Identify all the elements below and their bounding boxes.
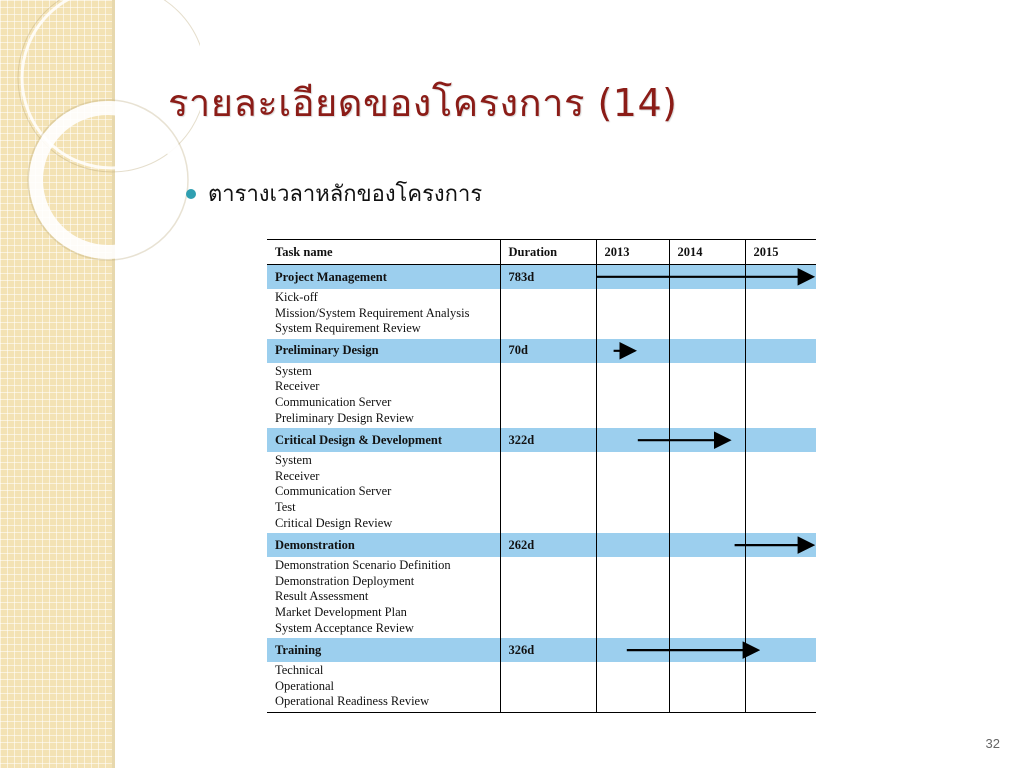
header-year-2015: 2015 xyxy=(745,240,816,265)
task-rows xyxy=(267,289,816,339)
decorative-circles xyxy=(0,0,200,300)
task-item: Technical xyxy=(275,663,324,678)
phase-duration: 70d xyxy=(500,339,596,363)
task-item: Operational xyxy=(275,678,335,693)
header-year-2014: 2014 xyxy=(669,240,745,265)
header-task-name: Task name xyxy=(267,240,500,265)
phase-row-project-management xyxy=(267,265,816,290)
task-item: System xyxy=(275,363,312,378)
phase-name: Demonstration xyxy=(267,533,500,557)
phase-name: Critical Design & Development xyxy=(267,428,500,452)
task-item: Communication Server xyxy=(275,394,392,409)
task-item: Kick-off xyxy=(275,290,318,304)
phase-duration: 326d xyxy=(500,638,596,662)
task-item: Demonstration Deployment xyxy=(275,573,415,588)
task-item: Preliminary Design Review xyxy=(275,410,414,425)
phase-row-preliminary-design xyxy=(267,339,816,363)
task-item: System xyxy=(275,453,312,468)
task-item: System Acceptance Review xyxy=(275,620,414,635)
task-item: Receiver xyxy=(275,379,320,394)
phase-name: Training xyxy=(267,638,500,662)
header-year-2013: 2013 xyxy=(596,240,669,265)
bullet-dot-icon xyxy=(186,189,196,199)
task-item: Receiver xyxy=(275,468,320,483)
task-item: Communication Server xyxy=(275,484,392,499)
task-list xyxy=(267,662,500,712)
task-item: Result Assessment xyxy=(275,589,369,604)
phase-row-critical-design xyxy=(267,428,816,452)
phase-name: Project Management xyxy=(267,265,500,290)
header-duration: Duration xyxy=(500,240,596,265)
task-rows xyxy=(267,662,816,712)
bullet-item xyxy=(186,176,482,211)
phase-duration: 783d xyxy=(500,265,596,290)
task-list xyxy=(267,363,500,428)
task-rows xyxy=(267,452,816,533)
task-list xyxy=(267,289,500,339)
task-item: Mission/System Requirement Analysis xyxy=(275,305,470,320)
phase-row-demonstration xyxy=(267,533,816,557)
task-list xyxy=(267,557,500,638)
task-item: Market Development Plan xyxy=(275,604,407,619)
task-rows xyxy=(267,557,816,638)
task-list xyxy=(267,452,500,533)
task-item: System Requirement Review xyxy=(275,321,421,336)
task-item: Test xyxy=(275,499,296,514)
task-item: Operational Readiness Review xyxy=(275,694,430,709)
page-title: รายละเอียดของโครงการ (14) xyxy=(168,81,678,125)
task-item: Demonstration Scenario Definition xyxy=(275,558,451,573)
table-header-row xyxy=(267,240,816,265)
task-item: Critical Design Review xyxy=(275,515,393,530)
schedule-table xyxy=(267,239,816,713)
phase-duration: 322d xyxy=(500,428,596,452)
phase-row-training xyxy=(267,638,816,662)
bullet-text: ตารางเวลาหลักของโครงการ xyxy=(208,182,483,207)
phase-name: Preliminary Design xyxy=(267,339,500,363)
task-rows xyxy=(267,363,816,428)
phase-duration: 262d xyxy=(500,533,596,557)
page-number: 32 xyxy=(985,736,1000,751)
